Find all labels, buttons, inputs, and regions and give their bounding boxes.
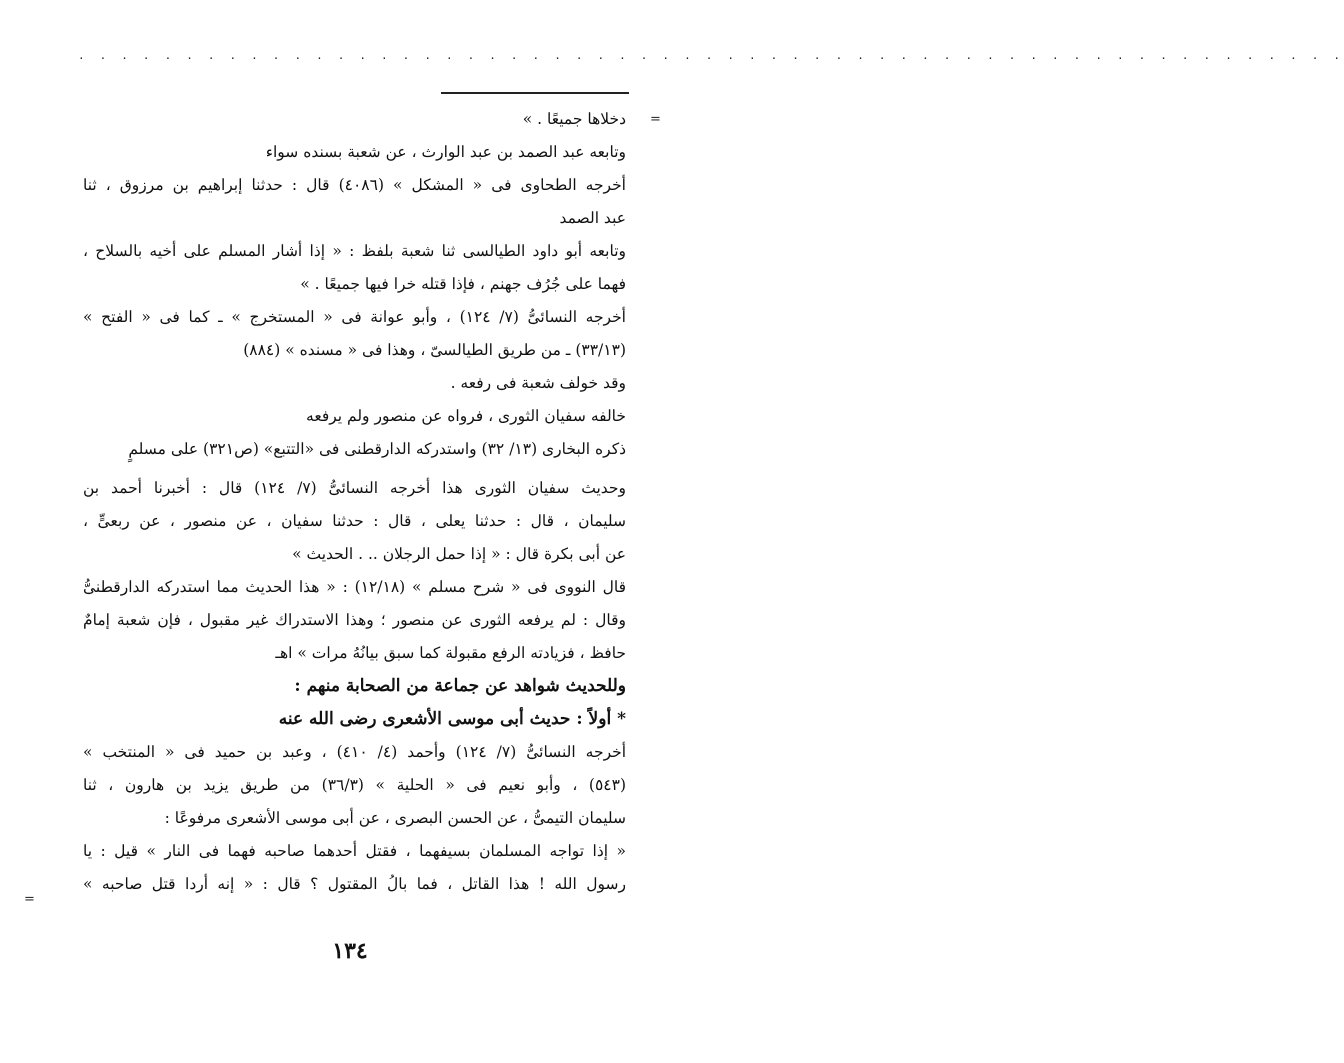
top-rule — [441, 92, 629, 94]
text-line: وقال : لم يرفعه الثورى عن منصور ؛ وهذا الاستدراك غير مقبول ، فإن شعبة إمامٌ — [83, 611, 626, 629]
text-line: وقد خولف شعبة فى رفعه . — [450, 374, 626, 392]
text-line: رسول الله ! هذا القاتل ، فما بالُ المقتول ؟ قال : « إنه أردا قتل صاحبه » — [83, 875, 626, 893]
text-line: خالفه سفيان الثورى ، فرواه عن منصور ولم يرفعه — [306, 407, 626, 425]
text-line: دخلاها جميعًا . » — [522, 110, 626, 128]
text-line: « إذا تواجه المسلمان بسيفهما ، فقتل أحدهما صاحبه فهما فى النار » قيل : يا — [83, 842, 626, 860]
text-line: وحديث سفيان الثورى هذا أخرجه النسائىُّ (٧/ ١٢٤) قال : أخبرنا أحمد بن — [83, 479, 626, 497]
text-line: ذكره البخارى (١٣/ ٣٢) واستدركه الدارقطنى فى «التتبع» (ص٣٢١) على مسلمٍ — [128, 440, 626, 458]
text-line: قال النووى فى « شرح مسلم » (١٢/١٨) : « هذا الحديث مما استدركه الدارقطنىُّ — [83, 578, 626, 596]
text-line: (٣٣/١٣) ـ من طريق الطيالسىّ ، وهذا فى « مسنده » (٨٨٤) — [243, 341, 626, 359]
text-line: سليمان ، قال : حدثنا يعلى ، قال : حدثنا سفيان ، عن منصور ، عن ربعىٍّ ، — [83, 512, 626, 530]
text-line: حافظ ، فزيادته الرفع مقبولة كما سبق بيانُهُ مرات » اهـ — [275, 644, 626, 662]
text-line: فهما على جُرُف جهنم ، فإذا قتله خرا فيها جميعًا . » — [300, 275, 626, 293]
text-line: عبد الصمد — [559, 209, 626, 227]
text-line: عن أبى بكرة قال : « إذا حمل الرجلان .. . الحديث » — [292, 545, 626, 563]
text-line: (٥٤٣) ، وأبو نعيم فى « الحلية » (٣٦/٣) من طريق يزيد بن هارون ، ثنا — [83, 776, 626, 794]
text-line: أخرجه النسائىُّ (٧/ ١٢٤) ، وأبو عوانة فى « المستخرج » ـ كما فى « الفتح » — [83, 308, 626, 326]
text-line: أخرجه الطحاوى فى « المشكل » (٤٠٨٦) قال : حدثنا إبراهيم بن مرزوق ، ثنا — [83, 176, 626, 194]
subsection-heading: * أولاً : حديث أبى موسى الأشعرى رضى الله عنه — [278, 709, 626, 729]
separator-dots: · · · · · · · · · · · · · · · · · · · · · · · · · · · · · · · · · · · · · · · · · · · · · · · · · · · · · · · · · · · — [78, 52, 1344, 65]
text-line: أخرجه النسائىُّ (٧/ ١٢٤) وأحمد (٤/ ٤١٠) ، وعبد بن حميد فى « المنتخب » — [83, 743, 627, 761]
right-margin-mark: = — [650, 112, 661, 127]
text-line: وتابعه عبد الصمد بن عبد الوارث ، عن شعبة بسنده سواء — [265, 143, 626, 161]
left-margin-mark: = — [24, 892, 35, 907]
text-line: وتابعه أبو داود الطيالسى ثنا شعبة بلفظ : « إذا أشار المسلم على أخيه بالسلاح ، — [83, 242, 626, 260]
page-number: ١٣٤ — [332, 938, 368, 964]
text-line: سليمان التيمىُّ ، عن الحسن البصرى ، عن أبى موسى الأشعرى مرفوعًا : — [164, 809, 626, 827]
section-heading: وللحديث شواهد عن جماعة من الصحابة منهم : — [294, 676, 626, 696]
